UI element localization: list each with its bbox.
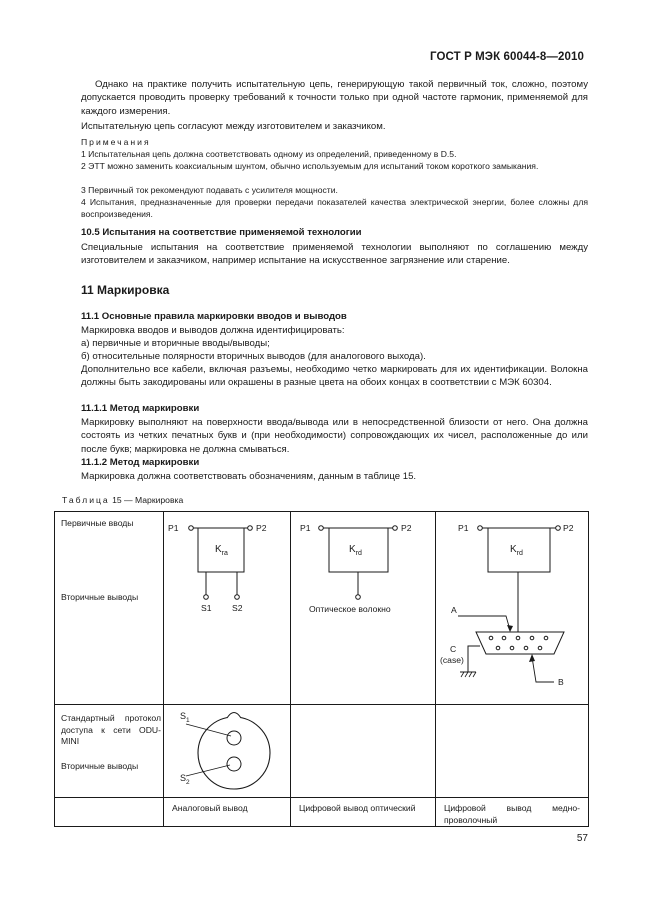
p1-label: P1: [300, 523, 311, 533]
paragraph: Специальные испытания на соответствие применяемой технологии выполняют по соглашению между изготовителем и заказчиком, например испытание на искусственное загрязнение или старение.: [81, 242, 588, 267]
table-row: [55, 705, 589, 798]
b-label: B: [558, 677, 564, 687]
table-cell: [55, 798, 164, 827]
note: 1 Испытательная цепь должна соответствовать одному из определений, приведенному в D.5.: [81, 149, 457, 159]
table-row: [55, 512, 589, 705]
table-caption-label: Таблица: [62, 495, 110, 505]
p2-label: P2: [563, 523, 574, 533]
db9-connector: [476, 632, 564, 654]
s1-pointer: [186, 724, 231, 736]
note: 3 Первичный ток рекомендуют подавать с усилителя мощности.: [81, 185, 338, 195]
section-heading: 11.1.1 Метод маркировки: [81, 403, 200, 414]
paragraph: Дополнительно все кабели, включая разъемы, необходимо четко маркировать для их идентификации. Волокна должны быть закодированы или окрашены в разные цвета на обоих концах в соответствии с МЭК 60304.: [81, 364, 588, 389]
terminal-fiber: [356, 595, 361, 600]
s1-label: $S_1$: [180, 711, 190, 724]
s2-pointer: [186, 765, 230, 776]
label-secondary-outputs: Вторичные выводы: [61, 592, 139, 602]
table-cell: [436, 705, 589, 798]
table-row: [55, 798, 589, 827]
a-arrowhead: [507, 625, 513, 632]
notes-title: [81, 137, 588, 149]
terminal-s2: [235, 595, 240, 600]
label-odu-mini: Стандартный протокол доступа к сети ODU-MINI: [61, 713, 161, 747]
terminal-p2: [248, 526, 253, 531]
terminal-p1: [478, 526, 483, 531]
paragraph: Маркировку выполняют на поверхности ввода/вывода или в непосредственной близости от него. Она должна состоять из четких печатных букв и (при необходимости) сопровождающих их чисел, расположенные до или после букв; маркировка не должна смываться.: [81, 417, 588, 455]
table-cell: [436, 512, 589, 705]
marking-table: [54, 511, 589, 827]
a-pointer: [458, 616, 510, 630]
paragraph: а) первичные и вторичные вводы/выводы;: [81, 338, 270, 349]
page-number: 57: [576, 833, 588, 844]
pin-s2: [227, 757, 241, 771]
table-cell: [291, 705, 436, 798]
connector-outline: [198, 717, 270, 789]
table-cell: [436, 798, 589, 827]
b-arrowhead: [529, 654, 535, 662]
terminal-p2: [556, 526, 561, 531]
section-heading: 11.1 Основные правила маркировки вводов и выводов: [81, 311, 347, 322]
odu-mini-diagram: [164, 705, 290, 795]
p1-label: P1: [458, 523, 469, 533]
pin-s1: [227, 731, 241, 745]
s2-label: S2: [232, 603, 243, 613]
p1-label: P1: [168, 523, 179, 533]
note: 4 Испытания, предназначенные для проверки передачи показателей качества электрической энергии, более сложны для воспроизведения.: [81, 197, 588, 219]
case-label: (case): [440, 655, 464, 665]
section-title: 11 Маркировка: [81, 283, 170, 297]
table-caption-title: 15 — Маркировка: [112, 495, 184, 505]
k-label: $K_{rd}$: [510, 544, 523, 557]
section-heading: 10.5 Испытания на соответствие применяемой технологии: [81, 227, 362, 238]
note: 2 ЭТТ можно заменить коаксиальным шунтом, обычно используемым для испытаний током короткого замыкания.: [81, 161, 539, 171]
paragraph: Маркировка вводов и выводов должна идентифицировать:: [81, 325, 345, 336]
paragraph: [81, 120, 588, 133]
copper-diagram: [436, 512, 588, 702]
col-analog: Аналоговый вывод: [172, 803, 248, 813]
document-header: ГОСТ Р МЭК 60044-8—2010: [430, 51, 584, 63]
s1-label: S1: [201, 603, 212, 613]
ground-hatch: [461, 672, 476, 677]
p2-label: P2: [401, 523, 412, 533]
p2-label: P2: [256, 523, 267, 533]
paragraph-text: Испытательную цепь согласуют между изготовителем и заказчиком.: [81, 121, 386, 132]
paragraph: Однако на практике получить испытательную цепь, генерирующую такой первичный ток, сложно, поэтому допускается проводить проверку требований к точности только при одной частоте гармоник, применяемой для каждого измерения.: [81, 79, 588, 117]
col-copper: Цифровой вывод медно-проволочный: [444, 803, 580, 825]
col-optical: Цифровой вывод оптический: [299, 803, 416, 813]
table-cell: [55, 512, 164, 705]
table-cell: [164, 512, 291, 705]
section-heading: 11.1.2 Метод маркировки: [81, 457, 200, 468]
optical-diagram: [291, 512, 435, 702]
paragraph: б) относительные полярности вторичных выводов (для аналогового выхода).: [81, 351, 426, 362]
paragraph: Маркировка должна соответствовать обозначениям, данным в таблице 15.: [81, 471, 417, 482]
s2-label: $S_2$: [180, 773, 190, 786]
table-caption: [62, 495, 183, 505]
b-pointer: [532, 657, 554, 682]
c-label: C: [450, 644, 457, 654]
label-primary-inputs: Первичные вводы: [61, 518, 134, 528]
a-label: A: [451, 605, 457, 615]
table-cell: [164, 705, 291, 798]
fiber-label: Оптическое волокно: [309, 604, 391, 614]
terminal-p1: [189, 526, 194, 531]
label-secondary-outputs: Вторичные выводы: [61, 761, 139, 771]
connector-key: [227, 713, 241, 719]
analog-diagram: [164, 512, 290, 702]
k-label: $K_{rd}$: [349, 544, 362, 557]
table-cell: [55, 705, 164, 798]
terminal-p1: [319, 526, 324, 531]
terminal-p2: [393, 526, 398, 531]
ground-lead: [468, 646, 480, 672]
terminal-s1: [204, 595, 209, 600]
table-cell: [291, 512, 436, 705]
notes-title-text: Примечания: [81, 137, 151, 147]
table-cell: [164, 798, 291, 827]
table-cell: [291, 798, 436, 827]
k-label: $K_{ra}$: [215, 544, 228, 557]
